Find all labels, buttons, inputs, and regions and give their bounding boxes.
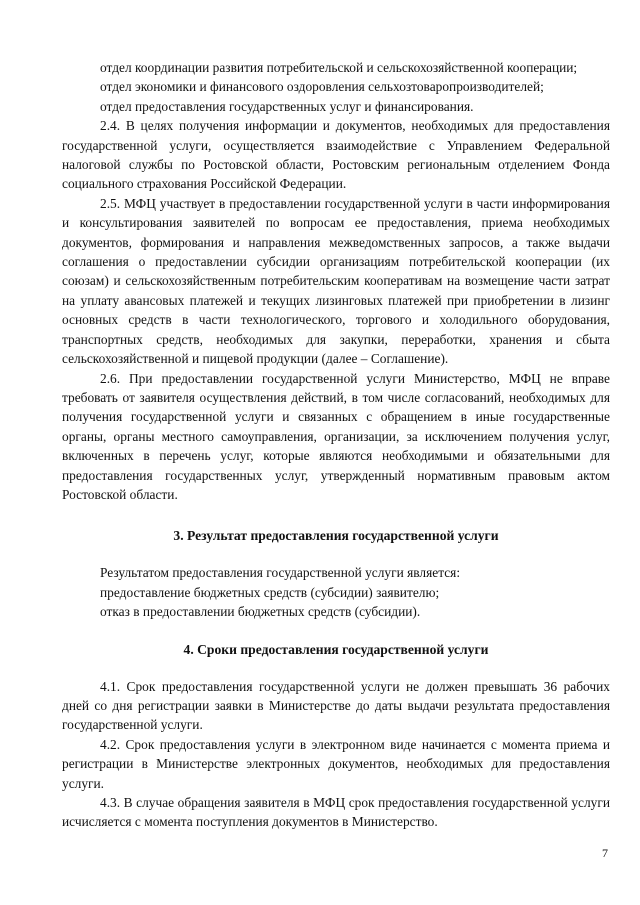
paragraph-result-intro: Результатом предоставления государственной услуги является:: [100, 565, 461, 581]
page-number: 7: [602, 846, 608, 860]
paragraph-2-4: 2.4. В целях получения информации и документов, необходимых для предоставления государственной услуги, осуществляется взаимодействие с Управлением Федеральной налоговой службы по Ростовской области, Ростовским региональным отделением Фонда социального страхования Российской Федерации.: [62, 118, 610, 192]
paragraph-4-3: 4.3. В случае обращения заявителя в МФЦ срок предоставления государственной услуги исчисляется с момента поступления документов в Министерство.: [62, 795, 610, 830]
paragraph-result-item-2: отказ в предоставлении бюджетных средств (субсидии).: [100, 604, 421, 620]
section-3-heading: 3. Результат предоставления государственной услуги: [173, 528, 499, 544]
paragraph-2-6: 2.6. При предоставлении государственной услуги Министерство, МФЦ не вправе требовать от заявителя осуществления действий, в том числе согласований, необходимых для получения государственной услуги и связанных с обращением в иные государственные органы, органы местного самоуправления, организации, за исключением получения услуг, включенных в перечень услуг, которые являются необходимыми и обязательными для предоставления государственных услуг, утвержденный нормативным правовым актом Ростовской области.: [62, 370, 610, 502]
paragraph-dept-services: отдел предоставления государственных услуг и финансирования.: [100, 98, 474, 114]
section-4-heading: 4. Сроки предоставления государственной услуги: [183, 641, 489, 657]
paragraph-4-2: 4.2. Срок предоставления услуги в электронном виде начинается с момента приема и регистрации в Министерстве электронных документов, необходимых для предоставления услуги.: [62, 736, 610, 791]
paragraph-dept-cooperation: отдел координации развития потребительской и сельскохозяйственной кооперации;: [100, 60, 578, 75]
paragraph-4-1: 4.1. Срок предоставления государственной услуги не должен превышать 36 рабочих дней со дня регистрации заявки в Министерстве до даты выдачи результата предоставления государственной услуги.: [62, 678, 610, 733]
paragraph-result-item-1: предоставление бюджетных средств (субсидии) заявителю;: [100, 584, 440, 600]
paragraph-dept-economics: отдел экономики и финансового оздоровления сельхозтоваропроизводителей;: [100, 79, 544, 95]
paragraph-2-5: 2.5. МФЦ участвует в предоставлении государственной услуги в части информирования и консультирования заявителей по вопросам ее предоставления, приема необходимых документов, формирования и направления межведомственных запросов, а также выдачи соглашения о предоставлении субсидии организациям потребительской кооперации (их союзам) и сельскохозяйственным потребительским кооперативам на возмещение части затрат на уплату авансовых платежей и текущих лизинговых платежей при приобретении в лизинг основных средств в части технологического, торгового и холодильного оборудования, транспортных средств, необходимых для закупки, переработки, хранения и сбыта сельскохозяйственной и пищевой продукции (далее – Соглашение).: [62, 195, 610, 367]
document-page: [62, 58, 610, 832]
